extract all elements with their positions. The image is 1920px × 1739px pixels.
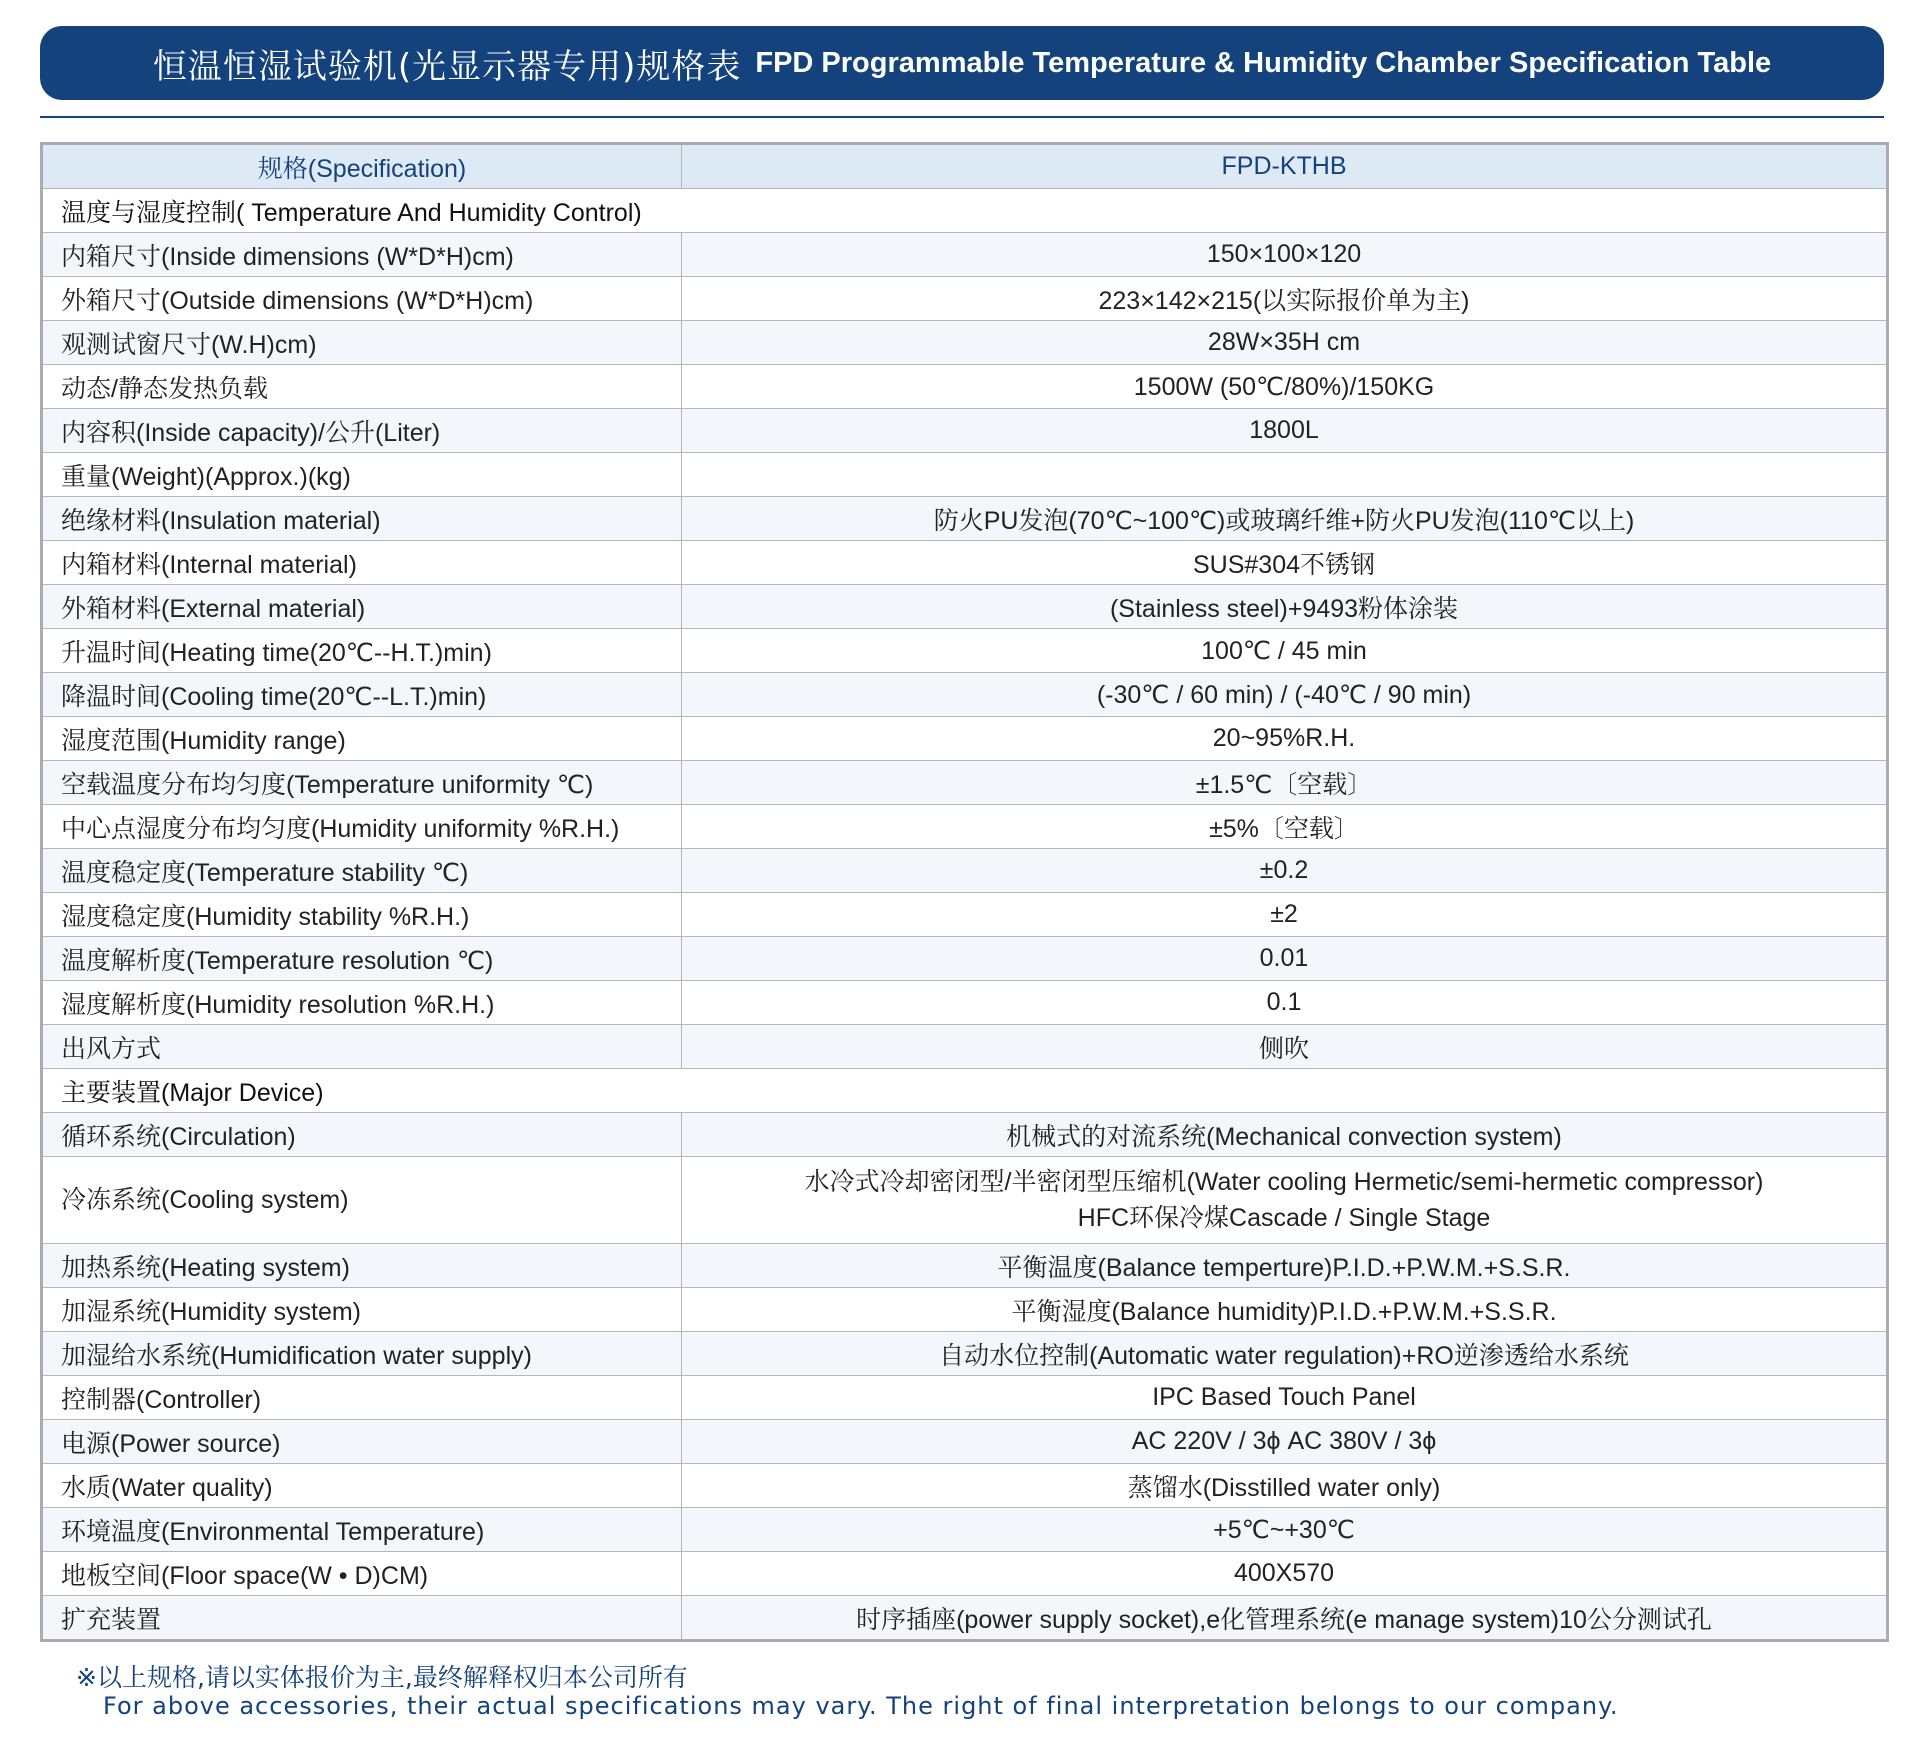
spec-label: 动态/静态发热负载 bbox=[42, 365, 682, 409]
spec-value: 20~95%R.H. bbox=[682, 717, 1888, 761]
table-row bbox=[42, 365, 1888, 409]
spec-label: 湿度稳定度(Humidity stability %R.H.) bbox=[42, 893, 682, 937]
spec-value: 1500W (50℃/80%)/150KG bbox=[682, 365, 1888, 409]
footnote-chinese: ※以上规格,请以实体报价为主,最终解释权归本公司所有 bbox=[76, 1663, 688, 1692]
spec-value: 平衡湿度(Balance humidity)P.I.D.+P.W.M.+S.S.R. bbox=[682, 1288, 1888, 1332]
spec-value: 1800L bbox=[682, 409, 1888, 453]
spec-value: ±1.5℃〔空载〕 bbox=[682, 761, 1888, 805]
footnote-english: For above accessories, their actual specifications may vary. The right of final interpretation belongs to our company. bbox=[103, 1692, 1619, 1720]
table-header-row bbox=[42, 144, 1888, 189]
spec-label: 降温时间(Cooling time(20℃--L.T.)min) bbox=[42, 673, 682, 717]
spec-value bbox=[682, 1157, 1888, 1244]
table-row bbox=[42, 585, 1888, 629]
spec-label: 内箱材料(Internal material) bbox=[42, 541, 682, 585]
spec-label: 加热系统(Heating system) bbox=[42, 1244, 682, 1288]
spec-value: 100℃ / 45 min bbox=[682, 629, 1888, 673]
spec-label: 水质(Water quality) bbox=[42, 1464, 682, 1508]
table-row bbox=[42, 673, 1888, 717]
table-row bbox=[42, 1376, 1888, 1420]
spec-label: 扩充装置 bbox=[42, 1596, 682, 1641]
table-row bbox=[42, 1552, 1888, 1596]
table-row bbox=[42, 1113, 1888, 1157]
spec-label: 观测试窗尺寸(W.H)cm) bbox=[42, 321, 682, 365]
spec-value: +5℃~+30℃ bbox=[682, 1508, 1888, 1552]
spec-label: 外箱尺寸(Outside dimensions (W*D*H)cm) bbox=[42, 277, 682, 321]
table-row bbox=[42, 717, 1888, 761]
spec-label: 湿度范围(Humidity range) bbox=[42, 717, 682, 761]
table-row bbox=[42, 981, 1888, 1025]
spec-label: 加湿给水系统(Humidification water supply) bbox=[42, 1332, 682, 1376]
spec-label: 冷冻系统(Cooling system) bbox=[42, 1157, 682, 1244]
table-row bbox=[42, 1420, 1888, 1464]
spec-label: 中心点湿度分布均匀度(Humidity uniformity %R.H.) bbox=[42, 805, 682, 849]
spec-label: 环境温度(Environmental Temperature) bbox=[42, 1508, 682, 1552]
spec-value: 防火PU发泡(70℃~100℃)或玻璃纤维+防火PU发泡(110℃以上) bbox=[682, 497, 1888, 541]
spec-label: 地板空间(Floor space(W • D)CM) bbox=[42, 1552, 682, 1596]
section-title-row bbox=[42, 1069, 1888, 1113]
table-row bbox=[42, 893, 1888, 937]
table-row bbox=[42, 937, 1888, 981]
title-chinese: 恒温恒湿试验机(光显示器专用)规格表 bbox=[152, 46, 742, 87]
table-row bbox=[42, 497, 1888, 541]
table-row bbox=[42, 805, 1888, 849]
spec-label: 重量(Weight)(Approx.)(kg) bbox=[42, 453, 682, 497]
footnote bbox=[76, 1658, 1619, 1720]
spec-value: ±2 bbox=[682, 893, 1888, 937]
spec-label: 加湿系统(Humidity system) bbox=[42, 1288, 682, 1332]
specification-table bbox=[40, 142, 1889, 1642]
spec-value: ±0.2 bbox=[682, 849, 1888, 893]
spec-value: 0.01 bbox=[682, 937, 1888, 981]
table-row bbox=[42, 321, 1888, 365]
table-row bbox=[42, 541, 1888, 585]
spec-value: 150×100×120 bbox=[682, 233, 1888, 277]
spec-value: ±5%〔空载〕 bbox=[682, 805, 1888, 849]
title-english: FPD Programmable Temperature & Humidity Chamber Specification Table bbox=[755, 46, 1772, 79]
table-row bbox=[42, 1596, 1888, 1641]
spec-label: 绝缘材料(Insulation material) bbox=[42, 497, 682, 541]
section-title: 温度与湿度控制( Temperature And Humidity Control) bbox=[42, 189, 1888, 233]
table-row bbox=[42, 233, 1888, 277]
title-banner bbox=[40, 26, 1884, 100]
spec-value: 平衡温度(Balance temperture)P.I.D.+P.W.M.+S.S.R. bbox=[682, 1244, 1888, 1288]
table-row bbox=[42, 761, 1888, 805]
spec-label: 电源(Power source) bbox=[42, 1420, 682, 1464]
table-row bbox=[42, 1508, 1888, 1552]
spec-value: SUS#304不锈钢 bbox=[682, 541, 1888, 585]
table-row bbox=[42, 1244, 1888, 1288]
title-divider bbox=[40, 116, 1884, 118]
section-temperature-humidity bbox=[42, 189, 1888, 1069]
spec-value: AC 220V / 3ϕ AC 380V / 3ϕ bbox=[682, 1420, 1888, 1464]
section-major-device bbox=[42, 1069, 1888, 1641]
spec-label: 温度稳定度(Temperature stability ℃) bbox=[42, 849, 682, 893]
spec-value: IPC Based Touch Panel bbox=[682, 1376, 1888, 1420]
spec-label: 内箱尺寸(Inside dimensions (W*D*H)cm) bbox=[42, 233, 682, 277]
spec-value: 400X570 bbox=[682, 1552, 1888, 1596]
spec-value: (-30℃ / 60 min) / (-40℃ / 90 min) bbox=[682, 673, 1888, 717]
header-model: FPD-KTHB bbox=[682, 144, 1888, 189]
spec-value: 0.1 bbox=[682, 981, 1888, 1025]
spec-value: 自动水位控制(Automatic water regulation)+RO逆渗透给水系统 bbox=[682, 1332, 1888, 1376]
spec-value bbox=[682, 453, 1888, 497]
spec-label: 升温时间(Heating time(20℃--H.T.)min) bbox=[42, 629, 682, 673]
spec-label: 出风方式 bbox=[42, 1025, 682, 1069]
spec-value: 机械式的对流系统(Mechanical convection system) bbox=[682, 1113, 1888, 1157]
header-spec: 规格(Specification) bbox=[42, 144, 682, 189]
spec-value: 223×142×215(以实际报价单为主) bbox=[682, 277, 1888, 321]
table-row bbox=[42, 629, 1888, 673]
spec-label: 温度解析度(Temperature resolution ℃) bbox=[42, 937, 682, 981]
table-row bbox=[42, 1288, 1888, 1332]
spec-label: 内容积(Inside capacity)/公升(Liter) bbox=[42, 409, 682, 453]
spec-value: 时序插座(power supply socket),e化管理系统(e manage system)10公分测试孔 bbox=[682, 1596, 1888, 1641]
table-row bbox=[42, 1157, 1888, 1244]
spec-label: 控制器(Controller) bbox=[42, 1376, 682, 1420]
spec-value-line: 水冷式冷却密闭型/半密闭型压缩机(Water cooling Hermetic/semi-hermetic compressor) bbox=[804, 1168, 1764, 1196]
table-row bbox=[42, 1464, 1888, 1508]
table-row bbox=[42, 1332, 1888, 1376]
spec-label: 外箱材料(External material) bbox=[42, 585, 682, 629]
table-row bbox=[42, 409, 1888, 453]
spec-value: (Stainless steel)+9493粉体涂装 bbox=[682, 585, 1888, 629]
section-title: 主要装置(Major Device) bbox=[42, 1069, 1888, 1113]
spec-value: 侧吹 bbox=[682, 1025, 1888, 1069]
table-row bbox=[42, 453, 1888, 497]
table-row bbox=[42, 1025, 1888, 1069]
spec-label: 空载温度分布均匀度(Temperature uniformity ℃) bbox=[42, 761, 682, 805]
table-row bbox=[42, 849, 1888, 893]
spec-label: 循环系统(Circulation) bbox=[42, 1113, 682, 1157]
table-row bbox=[42, 277, 1888, 321]
spec-label: 湿度解析度(Humidity resolution %R.H.) bbox=[42, 981, 682, 1025]
spec-value: 28W×35H cm bbox=[682, 321, 1888, 365]
spec-value-line: HFC环保冷煤Cascade / Single Stage bbox=[1077, 1204, 1491, 1232]
section-title-row bbox=[42, 189, 1888, 233]
spec-value: 蒸馏水(Disstilled water only) bbox=[682, 1464, 1888, 1508]
